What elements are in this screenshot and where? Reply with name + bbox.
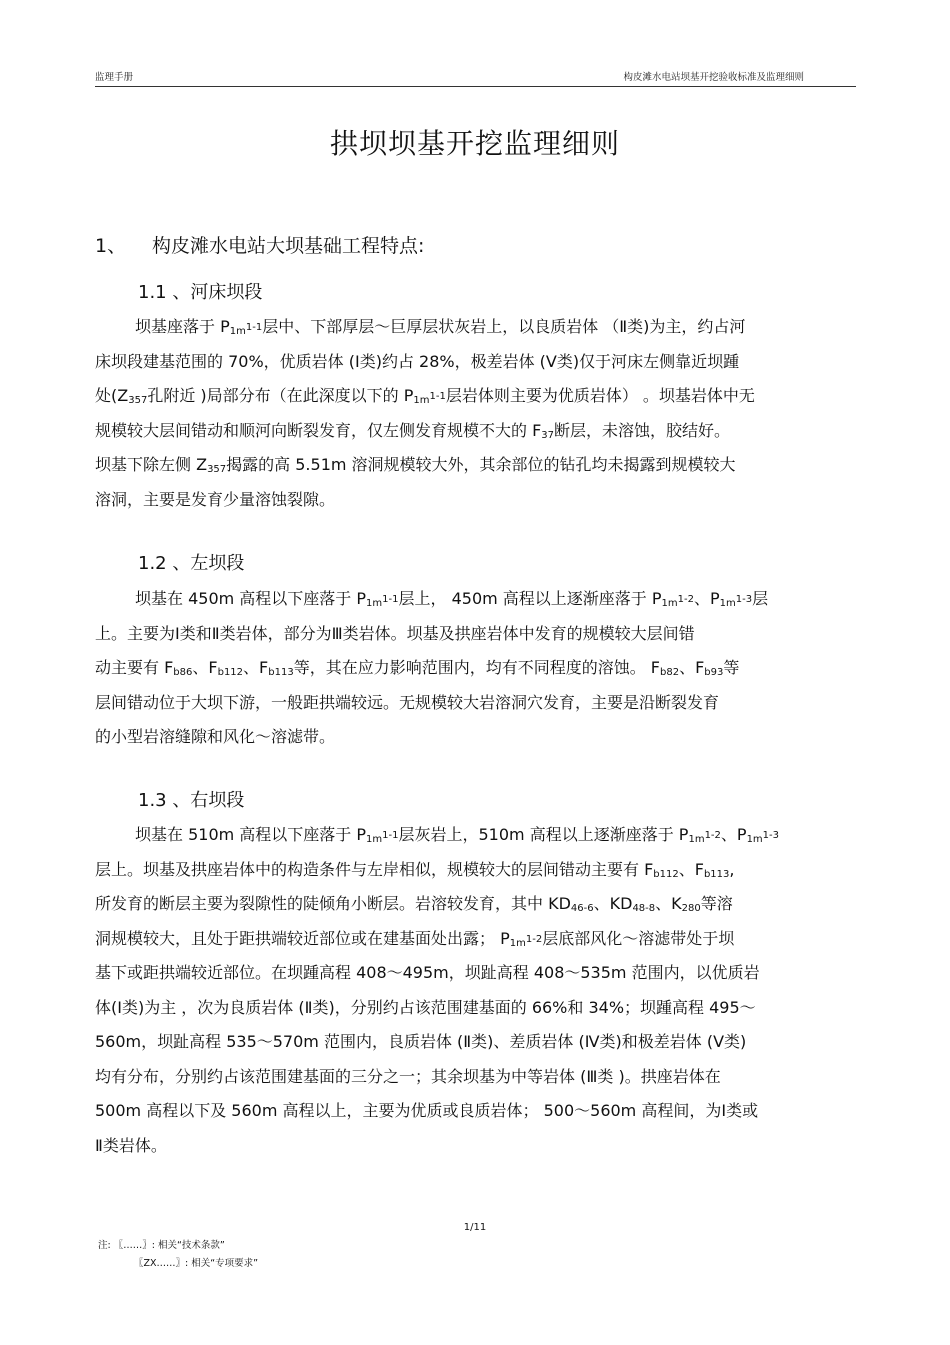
para-line: 体(Ⅰ类)为主 ，次为良质岩体 (Ⅱ类)，分别约占该范围建基面的 66%和 34%；坝踵高程 495～: [95, 997, 756, 1017]
para-line: 坝基下除左侧 $Z_{357}$揭露的高 5.51m 溶洞规模较大外，其余部位的钻孔均未揭露到规模较大: [95, 455, 736, 475]
para-line: 规模较大层间错动和顺河向断裂发育，仅左侧发育规模不大的 $F_{37}$断层，未溶蚀，胶结好。: [95, 420, 731, 441]
para-line: 层上。坝基及拱座岩体中的构造条件与左岸相似，规模较大的层间错动主要有 $F_{b112}$、$F_{b113}$,: [95, 859, 735, 880]
para-line: 所发育的断层主要为裂隙性的陡倾角小断层。岩溶较发育，其中 $KD_{46-6}$、$KD_{48-8}$、$K_{280}$等溶: [95, 894, 733, 914]
section-1-1-heading: 1.1 、河床坝段: [138, 282, 263, 303]
section-1-2-heading: 1.2 、左坝段: [138, 553, 245, 574]
para-line: 床坝段建基范围的 70%，优质岩体 (Ⅰ类)约占 28%，极差岩体 (Ⅴ类)仅于河床左侧靠近坝踵: [95, 351, 740, 371]
para-line: 均有分布，分别约占该范围建基面的三分之一；其余坝基为中等岩体 (Ⅲ类 )。拱座岩体在: [95, 1066, 721, 1086]
para-line: 的小型岩溶缝隙和风化～溶滤带。: [95, 727, 336, 746]
para-line: 层间错动位于大坝下游，一般距拱端较远。无规模较大岩溶洞穴发育，主要是沿断裂发育: [95, 692, 720, 712]
header-right: 构皮滩水电站坝基开挖验收标准及监理细则: [623, 72, 804, 83]
para-line: 上。主要为Ⅰ类和Ⅱ类岩体，部分为Ⅲ类岩体。坝基及拱座岩体中发育的规模较大层间错: [95, 623, 695, 643]
para-line: 坝基座落于 $P_{1m}^{1-1}$层中、下部厚层～巨厚层状灰岩上，以良质岩体 （Ⅱ类)为主，约占河: [135, 317, 746, 337]
footnote-2: 〖ZX……〗: 相关“专项要求”: [134, 1258, 259, 1269]
para-line: 坝基在 450m 高程以下座落于 $P_{1m}^{1-1}$层上， 450m 高程以上逐渐座落于 $P_{1m}^{1-2}$、$P_{1m}^{1-3}$层: [135, 589, 769, 609]
para-line: 基下或距拱端较近部位。在坝踵高程 408～495m，坝趾高程 408～535m 范围内，以优质岩: [95, 963, 760, 982]
header-rule: [95, 86, 856, 87]
section-1-1-paragraph: [95, 310, 855, 517]
footnote-1: 注: 〖……〗: 相关“技术条款”: [98, 1240, 225, 1251]
para-line: 500m 高程以下及 560m 高程以上，主要为优质或良质岩体； 500～560m 高程间，为Ⅰ类或: [95, 1101, 759, 1120]
header-left: 监理手册: [95, 72, 134, 83]
section-1-heading: [95, 231, 424, 258]
para-line: 坝基在 510m 高程以下座落于 $P_{1m}^{1-1}$层灰岩上，510m 高程以上逐渐座落于 $P_{1m}^{1-2}$、$P_{1m}^{1-3}$: [135, 825, 780, 845]
para-line: 洞规模较大，且处于距拱端较近部位或在建基面处出露； $P_{1m}^{1-2}$层底部风化～溶滤带处于坝: [95, 928, 735, 949]
para-line: 溶洞，主要是发育少量溶蚀裂隙。: [95, 489, 336, 509]
section-1-number: 1、: [95, 235, 127, 257]
section-1-title: 构皮滩水电站大坝基础工程特点:: [152, 235, 425, 257]
document-title: 拱坝坝基开挖监理细则: [329, 127, 620, 160]
section-1-3-paragraph: [95, 818, 855, 1163]
page-number: 1/11: [463, 1222, 487, 1233]
section-1-3-heading: 1.3 、右坝段: [138, 790, 245, 811]
para-line: 处($Z_{357}$孔附近 )局部分布（在此深度以下的 $P_{1m}^{1-1}$层岩体则主要为优质岩体） 。坝基岩体中无: [95, 386, 755, 406]
section-1-2-paragraph: [95, 582, 855, 755]
para-line: 560m，坝趾高程 535～570m 范围内，良质岩体 (Ⅱ类)、差质岩体 (Ⅳ类)和极差岩体 (Ⅴ类): [95, 1032, 747, 1051]
para-line: 动主要有 $F_{b86}$、$F_{b112}$、$F_{b113}$等，其在应力影响范围内，均有不同程度的溶蚀。 $F_{b82}$、$F_{b93}$等: [95, 658, 740, 678]
para-line: Ⅱ类岩体。: [95, 1135, 167, 1155]
